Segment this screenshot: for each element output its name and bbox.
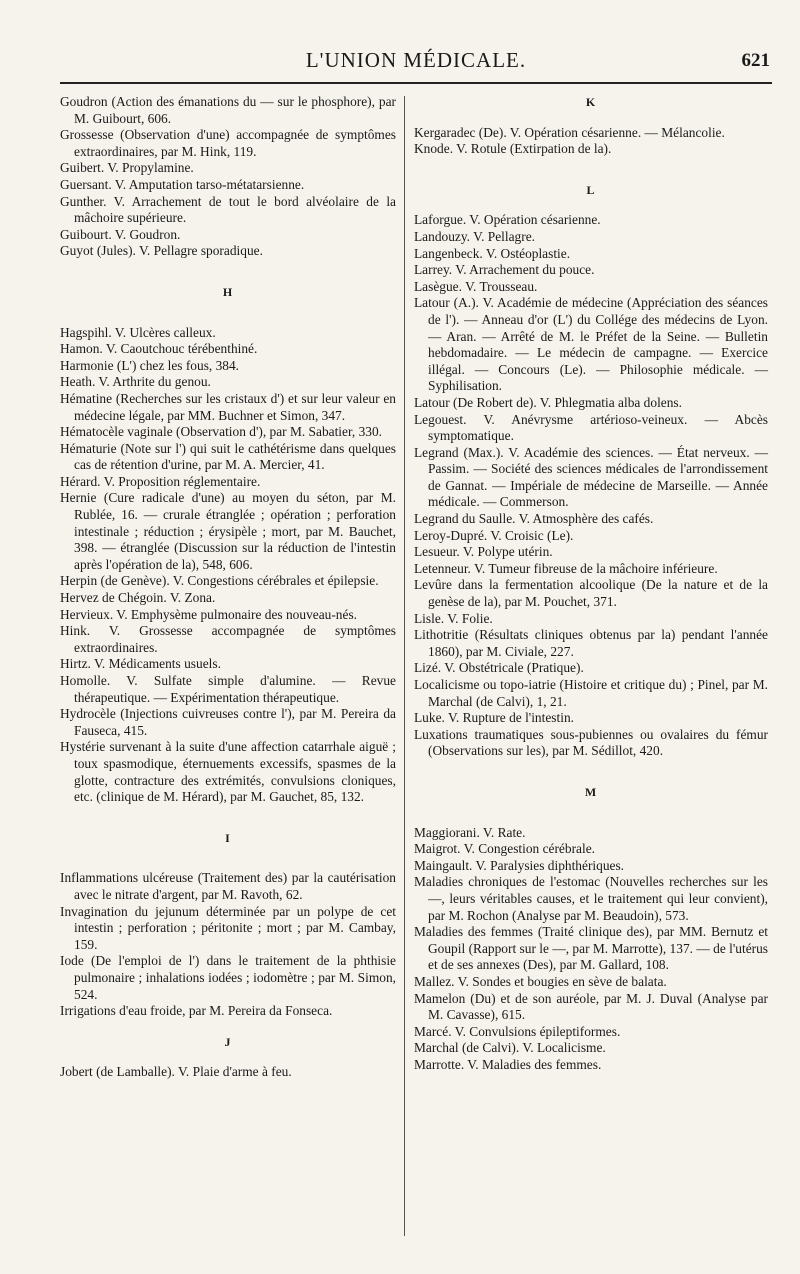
index-entry: Legrand du Saulle. V. Atmosphère des cafés. <box>414 511 654 527</box>
section-letter-l: L <box>586 182 596 197</box>
index-entry: Letenneur. V. Tumeur fibreuse de la mâchoire inférieure. <box>414 560 718 576</box>
index-entry: Hervez de Chégoin. V. Zona. <box>60 590 216 606</box>
index-entry: Grossesse (Observation d'une) accompagnée de symptômes extraordinaires, par M. Hink, 119. <box>60 127 396 159</box>
index-entry: Heath. V. Arthrite du genou. <box>60 374 211 390</box>
index-entry: Legouest. V. Anévrysme artérioso-veineux. — Abcès symptomatique. <box>414 411 768 444</box>
right-column <box>414 94 768 1073</box>
index-entry: Maladies des femmes (Traité clinique des), par MM. Bernutz et Goupil (Rapport sur le —, par M. Marrotte), 137. — de l'utérus et de ses annexes (Des), par M. Gallard, 108. <box>414 924 768 973</box>
index-entry: Laforgue. V. Opération césarienne. <box>414 212 601 228</box>
index-entry: Hématine (Recherches sur les cristaux d') et sur leur valeur en médecine légale, par MM. Buchner et Simon, 347. <box>60 390 396 423</box>
index-entry: Leroy-Dupré. V. Croisic (Le). <box>414 527 574 543</box>
index-entry: Guibert. V. Propylamine. <box>60 160 194 176</box>
section-letter-i: I <box>225 830 231 845</box>
index-entry: Latour (A.). V. Académie de médecine (Appréciation des séances de l'). — Anneau d'or (L') du Collége des médecins de Lyon. — Aran. — Arrêté de M. le Préfet de la Seine. — Bulletin hebdomadaire. — Le médecin de campagne. — Exercice illégal. — Concours (Le). — Philosophie médicale. — Syphilisation. <box>414 295 768 394</box>
header-rule <box>60 82 772 84</box>
index-entry: Legrand (Max.). V. Académie des sciences. — État nerveux. — Passim. — Société des sciences médicales de l'arrondissement de Gannat. — Impériale de médecine de Marseille. — Année médicale. — Commerson. <box>414 444 768 510</box>
index-entry: Lithotritie (Résultats cliniques obtenus par la) pendant l'année 1860), par M. Civiale, 227. <box>414 627 768 659</box>
index-entry: Larrey. V. Arrachement du pouce. <box>414 262 595 278</box>
l-entries <box>414 212 768 760</box>
index-entry: Invagination du jejunum déterminée par un polype de cet intestin ; perforation ; péritonite ; mort ; par M. Cambay, 159. <box>60 903 396 952</box>
page-header <box>60 44 772 84</box>
index-entry: Landouzy. V. Pellagre. <box>414 228 535 244</box>
index-entry: Hernie (Cure radicale d'une) au moyen du séton, par M. Rublée, 16. — crurale étranglée ; opération ; perforation intestinale ; réduction ; érysipèle ; mort, par M. Bauchet, 398. — étranglée (Discussion sur la réduction de l'intestin après l'opération de la), 548, 606. <box>60 490 396 572</box>
h-entries <box>60 325 396 806</box>
index-entry: Maladies chroniques de l'estomac (Nouvelles recherches sur les —, leurs véritables causes, et le traitement qui leur convient), par M. Rochon (Analyse par M. Beaudoin), 573. <box>414 874 768 923</box>
index-entry: Maingault. V. Paralysies diphthériques. <box>414 857 625 873</box>
index-entry: Luke. V. Rupture de l'intestin. <box>414 710 574 726</box>
running-title: L'UNION MÉDICALE. <box>305 48 527 72</box>
g-entries <box>60 94 396 260</box>
section-letter-k: K <box>585 95 597 109</box>
index-entry: Hématurie (Note sur l') qui suit le cathétérisme dans quelques cas de rétention d'urine, par M. A. Mercier, 41. <box>60 440 396 473</box>
index-entry: Irrigations d'eau froide, par M. Pereira da Fonseca. <box>60 1003 333 1019</box>
index-entry: Herpin (de Genève). V. Congestions cérébrales et épilepsie. <box>60 573 379 589</box>
index-entry: Hérard. V. Proposition réglementaire. <box>60 473 261 489</box>
index-entry: Hydrocèle (Injections cuivreuses contre l'), par M. Pereira da Fauseca, 415. <box>60 706 396 738</box>
index-entry: Lizé. V. Obstétricale (Pratique). <box>414 660 584 676</box>
index-entry: Hystérie survenant à la suite d'une affection catarrhale aiguë ; toux spasmodique, éternuements excessifs, spasmes de la glotte, contracture des extrémités, convulsions cloniques, etc. (clinique de M. Hérard), par M. Gauchet, 85, 132. <box>60 739 396 805</box>
index-entry: Hervieux. V. Emphysème pulmonaire des nouveau-nés. <box>60 606 358 622</box>
index-entry: Knode. V. Rotule (Extirpation de la). <box>414 141 612 157</box>
j-entries <box>60 1064 396 1081</box>
index-entry: Luxations traumatiques sous-pubiennes ou ovalaires du fémur (Observations sur les), par M. Sédillot, 420. <box>414 726 768 759</box>
index-entry: Guibourt. V. Goudron. <box>60 226 181 242</box>
index-entry: Hématocèle vaginale (Observation d'), par M. Sabatier, 330. <box>60 424 383 440</box>
index-entry: Hirtz. V. Médicaments usuels. <box>60 656 221 672</box>
index-entry: Jobert (de Lamballe). V. Plaie d'arme à feu. <box>60 1064 292 1080</box>
left-column <box>60 94 396 1081</box>
index-entry: Maggiorani. V. Rate. <box>414 824 526 840</box>
index-entry: Lasègue. V. Trousseau. <box>414 278 538 294</box>
column-divider <box>404 96 405 1236</box>
index-entry: Mamelon (Du) et de son auréole, par M. J. Duval (Analyse par M. Cavasse), 615. <box>414 990 768 1023</box>
index-entry: Latour (De Robert de). V. Phlegmatia alba dolens. <box>414 394 682 410</box>
index-entry: Kergaradec (De). V. Opération césarienne. — Mélancolie. <box>414 124 725 140</box>
index-entry: Hink. V. Grossesse accompagnée de symptômes extraordinaires. <box>60 623 396 655</box>
page-number: 621 <box>741 50 770 71</box>
index-entry: Maigrot. V. Congestion cérébrale. <box>414 841 595 857</box>
index-entry: Harmonie (L') chez les fous, 384. <box>60 357 240 373</box>
section-letter-m: M <box>584 784 598 799</box>
index-entry: Marcé. V. Convulsions épileptiformes. <box>414 1023 621 1039</box>
index-entry: Marchal (de Calvi). V. Localicisme. <box>414 1040 606 1056</box>
index-entry: Homolle. V. Sulfate simple d'alumine. — Revue thérapeutique. — Expérimentation thérapeutique. <box>60 673 396 705</box>
m-entries <box>414 825 768 1074</box>
index-entry: Inflammations ulcéreuse (Traitement des) par la cautérisation avec le nitrate d'argent, par M. Ravoth, 62. <box>60 870 396 902</box>
index-entry: Localicisme ou topo-iatrie (Histoire et critique du) ; Pinel, par M. Marchal (de Calvi), 1, 21. <box>414 677 768 709</box>
section-letter-h: H <box>222 284 234 299</box>
index-entry: Lesueur. V. Polype utérin. <box>414 544 553 560</box>
i-entries <box>60 870 396 1019</box>
index-entry: Guersant. V. Amputation tarso-métatarsienne. <box>60 176 305 192</box>
index-entry: Levûre dans la fermentation alcoolique (De la nature et de la genèse de la), par M. Pouchet, 371. <box>414 577 768 610</box>
index-entry: Marrotte. V. Maladies des femmes. <box>414 1056 602 1072</box>
index-entry: Lisle. V. Folie. <box>414 610 493 626</box>
index-entry: Gunther. V. Arrachement de tout le bord alvéolaire de la mâchoire supérieure. <box>60 193 396 226</box>
index-entry: Iode (De l'emploi de l') dans le traitement de la phthisie pulmonaire ; inhalations iodées ; iodomètre ; par M. Simon, 524. <box>60 953 396 1002</box>
index-entry: Langenbeck. V. Ostéoplastie. <box>414 245 571 261</box>
index-entry: Hamon. V. Caoutchouc térébenthiné. <box>60 341 258 357</box>
index-entry: Guyot (Jules). V. Pellagre sporadique. <box>60 243 263 259</box>
index-entry: Hagspihl. V. Ulcères calleux. <box>60 324 216 340</box>
section-letter-j: J <box>224 1034 232 1049</box>
index-entry: Mallez. V. Sondes et bougies en sève de balata. <box>414 973 667 989</box>
k-entries <box>414 125 768 158</box>
index-entry: Goudron (Action des émanations du — sur le phosphore), par M. Guibourt, 606. <box>60 94 396 126</box>
